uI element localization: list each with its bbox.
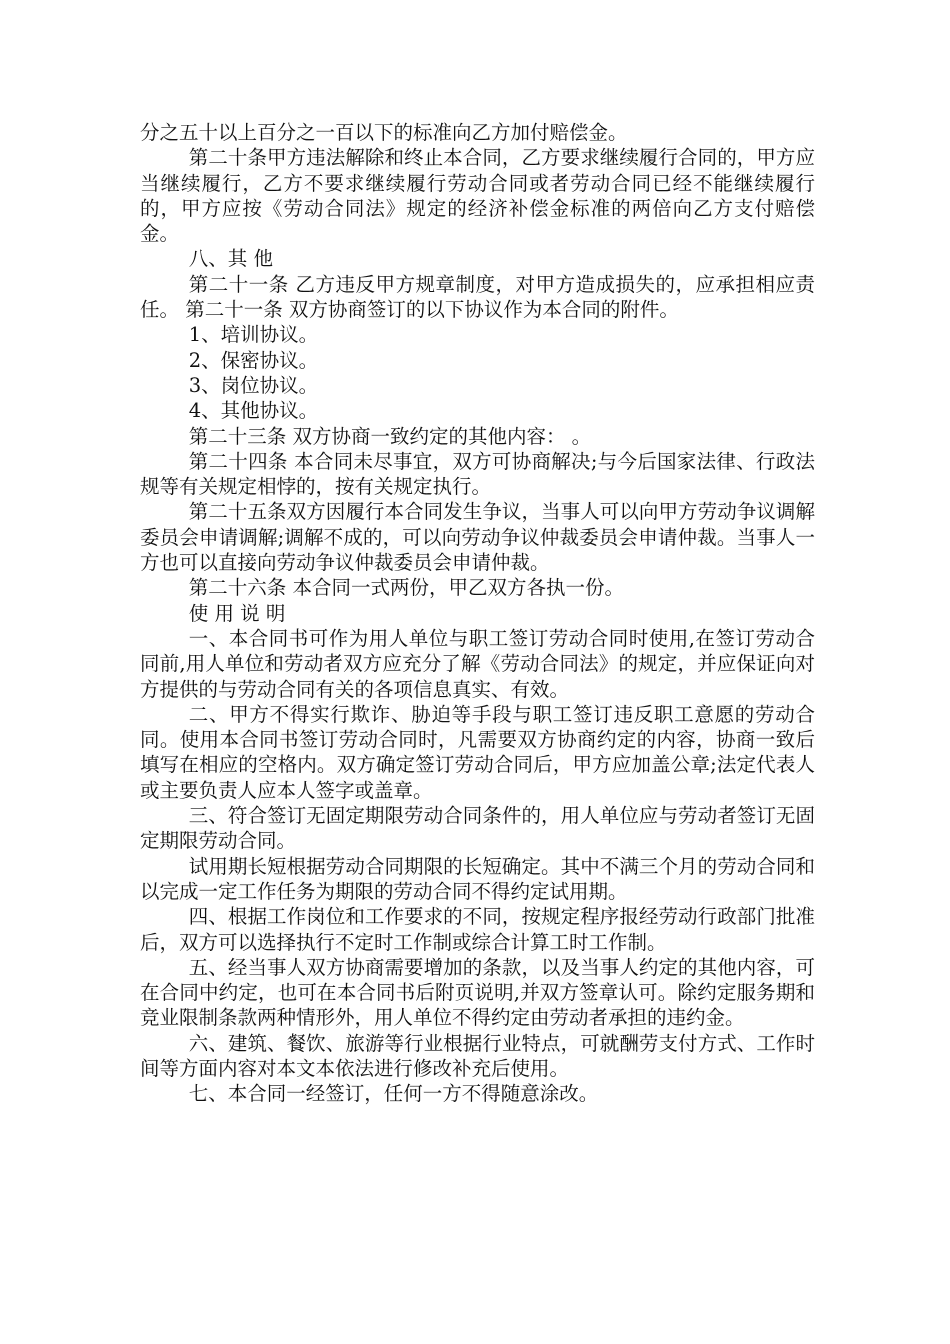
paragraph-instruction-5: 五、经当事人双方协商需要增加的条款，以及当事人约定的其他内容，可在合同中约定，也可在本合同书后附页说明,并双方签章认可。除约定服务期和竞业限制条款两种情形外，用人单位不得约定由劳动者承担的违约金。 — [140, 955, 815, 1030]
list-item-training-agreement: 1、培训协议。 — [188, 323, 319, 347]
paragraph-article-21: 第二十一条 乙方违反甲方规章制度，对甲方造成损失的，应承担相应责任。 第二十一条 双方协商签订的以下协议作为本合同的附件。 — [140, 272, 815, 322]
paragraph-article-25: 第二十五条双方因履行本合同发生争议，当事人可以向甲方劳动争议调解委员会申请调解;调解不成的，可以向劳动争议仲裁委员会申请仲裁。当事人一方也可以直接向劳动争议仲裁委员会申请仲裁。 — [140, 500, 815, 575]
paragraph-instruction-4: 四、根据工作岗位和工作要求的不同，按规定程序报经劳动行政部门批准后，双方可以选择执行不定时工作制或综合计算工时工作制。 — [140, 905, 815, 954]
list-item-confidentiality-agreement: 2、保密协议。 — [188, 348, 319, 372]
paragraph-compensation-continued: 分之五十以上百分之一百以下的标准向乙方加付赔偿金。 — [140, 121, 628, 144]
list-item-other-agreement: 4、其他协议。 — [188, 399, 319, 423]
paragraph-article-24: 第二十四条 本合同未尽事宜，双方可协商解决;与今后国家法律、行政法规等有关规定相悖的，按有关规定执行。 — [140, 449, 815, 499]
paragraph-probation-note: 试用期长短根据劳动合同期限的长短确定。其中不满三个月的劳动合同和以完成一定工作任务为期限的劳动合同不得约定试用期。 — [140, 854, 815, 903]
paragraph-instruction-3: 三、符合签订无固定期限劳动合同条件的，用人单位应与劳动者签订无固定期限劳动合同。 — [140, 804, 815, 853]
section-heading-others: 八、其 他 — [188, 247, 273, 271]
list-item-position-agreement: 3、岗位协议。 — [188, 373, 319, 397]
paragraph-instruction-2: 二、甲方不得实行欺诈、胁迫等手段与职工签订违反职工意愿的劳动合同。使用本合同书签订劳动合同时，凡需要双方协商约定的内容，协商一致后填写在相应的空格内。双方确定签订劳动合同后，甲方应加盖公章;法定代表人或主要负责人应本人签字或盖章。 — [140, 702, 815, 802]
paragraph-instruction-7: 七、本合同一经签订，任何一方不得随意涂改。 — [188, 1082, 599, 1106]
paragraph-article-20: 第二十条甲方违法解除和终止本合同，乙方要求继续履行合同的，甲方应当继续履行，乙方不要求继续履行劳动合同或者劳动合同已经不能继续履行的，甲方应按《劳动合同法》规定的经济补偿金标准的两倍向乙方支付赔偿金。 — [140, 146, 815, 246]
paragraph-instruction-6: 六、建筑、餐饮、旅游等行业根据行业特点，可就酬劳支付方式、工作时间等方面内容对本文本依法进行修改补充后使用。 — [140, 1031, 815, 1080]
paragraph-instruction-1: 一、本合同书可作为用人单位与职工签订劳动合同时使用,在签订劳动合同前,用人单位和劳动者双方应充分了解《劳动合同法》的规定，并应保证向对方提供的与劳动合同有关的各项信息真实、有效。 — [140, 626, 815, 701]
paragraph-article-23: 第二十三条 双方协商一致约定的其他内容： 。 — [188, 424, 592, 448]
paragraph-article-26: 第二十六条 本合同一式两份，甲乙双方各执一份。 — [188, 576, 624, 600]
section-heading-instructions: 使 用 说 明 — [188, 601, 286, 625]
document-page — [140, 120, 815, 1107]
